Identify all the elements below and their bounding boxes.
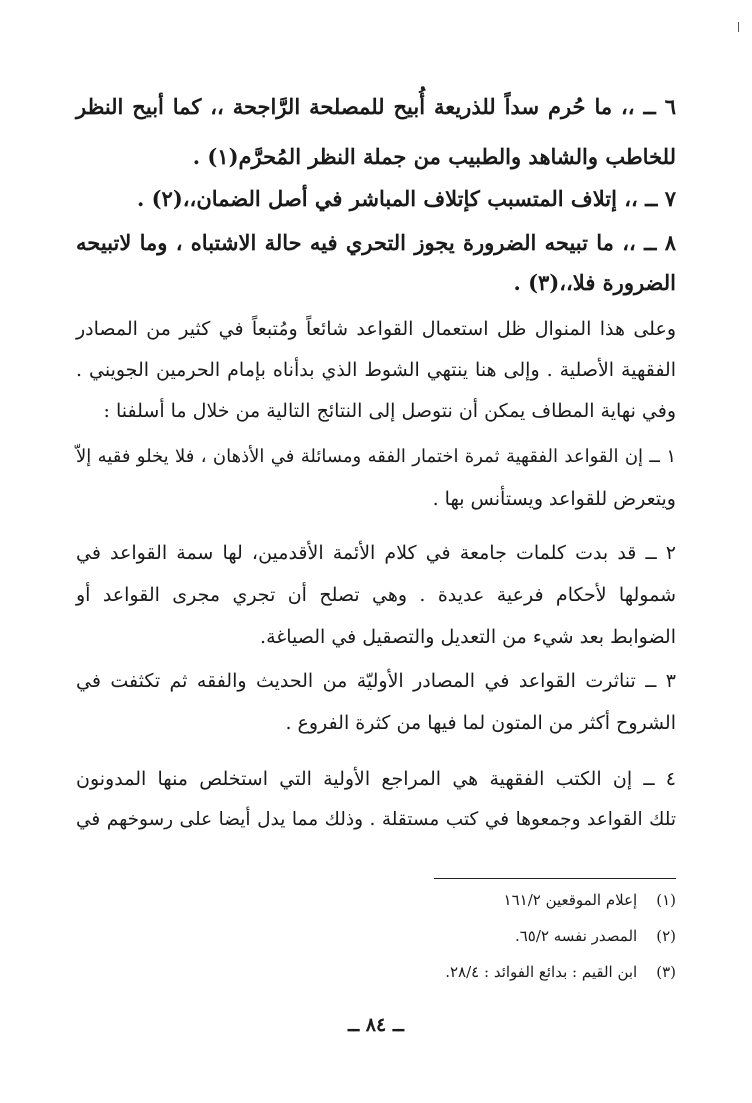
result2-line2: شمولها لأحكام فرعية عديدة . وهي تصلح أن تجري مجرى القواعد أو [76, 584, 676, 606]
footnote-3-text: ابن القيم : بدائع الفوائد : ٢٨/٤. [445, 963, 638, 981]
result4-line1: ٤ ــ إن الكتب الفقهية هي المراجع الأولية التي استخلص منها المدونون [76, 768, 676, 790]
footnote-3-number: (٣) [656, 963, 676, 981]
footnote-3 [76, 960, 676, 984]
result3-line2: الشروح أكثر من المتون لما فيها من كثرة الفروع . [285, 712, 676, 734]
footnote-2 [76, 924, 676, 948]
para2: وفي نهاية المطاف يمكن أن نتوصل إلى النتائج التالية من خلال ما أسلفنا : [103, 400, 676, 422]
item8-line2: الضرورة فلا،،(٣) . [513, 270, 676, 295]
result4-line2: تلك القواعد وجمعوها في كتب مستقلة . وذلك مما يدل أيضا على رسوخهم في [76, 809, 676, 830]
footnote-1-number: (١) [656, 891, 676, 909]
para1-line2: الفقهية الأصلية . وإلى هنا ينتهي الشوط الذي بدأناه بإمام الحرمين الجويني . [76, 359, 676, 381]
item7: ٧ ــ ،، إتلاف المتسبب كإتلاف المباشر في أصل الضمان،،(٢) . [136, 186, 676, 211]
result1-line1: ١ ــ إن القواعد الفقهية ثمرة اختمار الفقه ومسائلة في الأذهان ، فلا يخلو فقيه إلاّ [76, 446, 676, 467]
item6-line1: ٦ ــ ،، ما حُرم سداً للذريعة أُبيح للمصلحة الرَّاجحة ،، كما أبيح النظر [76, 94, 676, 119]
scan-mark [738, 22, 739, 32]
footnote-2-text: المصدر نفسه ٦٥/٢. [514, 927, 638, 945]
footnote-2-number: (٢) [656, 927, 676, 945]
result1-line2: ويتعرض للقواعد ويستأنس بها . [432, 488, 676, 510]
para1-line1: وعلى هذا المنوال ظل استعمال القواعد شائعاً ومُتبعاً في كثير من المصادر [76, 318, 676, 340]
footnote-1-text: إعلام الموقعين ١٦١/٢ [503, 891, 638, 909]
item6-line2: للخاطب والشاهد والطبيب من جملة النظر المُحرَّم(١) . [192, 144, 676, 169]
footnote-divider [434, 878, 676, 879]
result3-line1: ٣ ــ تناثرت القواعد في المصادر الأوليّة من الحديث والفقه ثم تكثفت في [76, 670, 676, 692]
result2-line3: الضوابط بعد شيء من التعديل والتصقيل في الصياغة. [260, 626, 676, 648]
item8-line1: ٨ ــ ،، ما تبيحه الضرورة يجوز التحري فيه حالة الاشتباه ، وما لاتبيحه [76, 230, 676, 255]
result2-line1: ٢ ــ قد بدت كلمات جامعة في كلام الأئمة الأقدمين، لها سمة القواعد في [76, 542, 676, 564]
footnote-1 [76, 888, 676, 912]
page-number: ــ ٨٤ ــ [348, 1014, 404, 1036]
